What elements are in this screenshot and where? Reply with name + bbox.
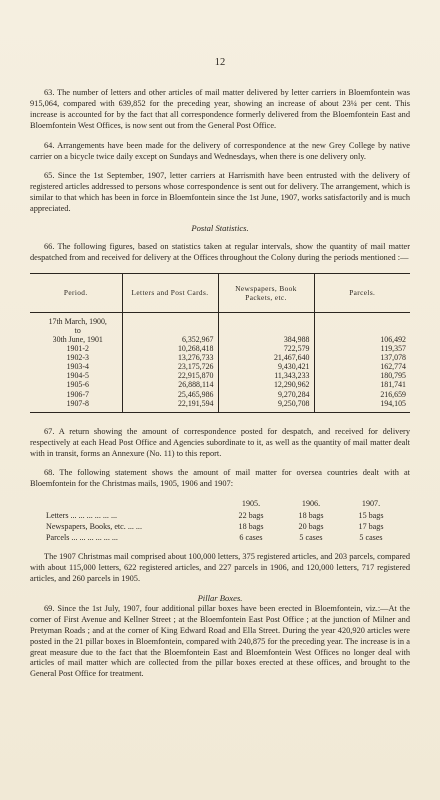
paragraph-69: 69. Since the 1st July, 1907, four additional pillar boxes have been erected in Bloemfontein, viz.:—At the corner of First Avenue and Kellner Street ; at the Bloemfontein East Post Office ; at the junction of Milner and Pretyman Roads ; and at the corner of King Edward Road and Ella Street. During the year 420,920 articles were posted in the 21 pillar boxes in Bloemfontein, compared with 240,875 for the preceding year. The increase is in a great measure due to the fact that the Bloemfontein East and Bloemfontein West Offices no longer deal with articles of mail matter which are collected from the pillar boxes erected at these offices, and brought to the General Post Office for treatment. — [30, 603, 410, 679]
paragraph-65: 65. Since the 1st September, 1907, letter carriers at Harrismith have been entrusted with the delivery of registered articles addressed to persons whose correspondence is sent out for delivery. The arrangement, which is similar to that which has been in force in Bloemfontein since the 1st June, 1907, works satisfactorily and is much appreciated. — [30, 171, 410, 214]
year-header: 1907. — [361, 499, 381, 509]
period-cell: 1907-8 — [66, 398, 89, 408]
christmas-header-row — [46, 498, 401, 510]
table-row — [30, 380, 410, 389]
letters-cell: 10,268,418 — [122, 344, 218, 353]
period-cell: 17th March, 1900, — [48, 316, 107, 326]
paragraph-67: 67. A return showing the amount of correspondence posted for despatch, and received for delivery respectively at each Head Post Office and Agencies subordinate to it, as well as the quantity of mail matter dealt with in transit, forms an Annexure (No. 11) to this report. — [30, 426, 410, 458]
letters-cell: 22,915,870 — [122, 371, 218, 380]
period-cell: 1903-4 — [66, 362, 89, 372]
header-letters: Letters and Post Cards. — [122, 273, 218, 312]
paragraph-63: 63. The number of letters and other articles of mail matter delivered by letter carriers in Bloemfontein was 915,064, compared with 639,852 for the preceding year, showing an increase of about 23¼ per cent. This increase is accounted for by the fact that all correspondence formerly delivered from the Bloemfontein East and Bloemfontein West Offices, is now sent out from the General Post Office. — [30, 88, 410, 130]
period-cell: to — [74, 325, 81, 335]
christmas-value: 15 bags — [358, 511, 384, 521]
paragraph-68: 68. The following statement shows the amount of mail matter for oversea countries dealt with at Bloemfontein for the Christmas mails, 1905, 1906 and 1907: — [30, 468, 410, 489]
christmas-value: 20 bags — [298, 522, 324, 532]
letters-cell: 13,276,733 — [122, 353, 218, 362]
christmas-row-label: Newspapers, Books, etc. ... ... — [46, 522, 142, 532]
christmas-value: 5 cases — [359, 533, 383, 543]
christmas-mail-table — [46, 498, 401, 543]
parcels-cell: 119,357 — [314, 344, 410, 353]
christmas-row-label: Parcels ... ... ... ... ... ... — [46, 533, 118, 543]
newspapers-cell: 384,988 — [218, 335, 314, 344]
table-row — [30, 362, 410, 371]
newspapers-cell: 21,467,640 — [218, 353, 314, 362]
newspapers-cell: 12,290,962 — [218, 380, 314, 389]
christmas-value: 17 bags — [358, 522, 384, 532]
christmas-row — [46, 532, 401, 543]
christmas-value: 22 bags — [238, 511, 264, 521]
parcels-cell: 180,795 — [314, 371, 410, 380]
christmas-row — [46, 510, 401, 521]
newspapers-cell: 9,430,421 — [218, 362, 314, 371]
christmas-row-label: Letters ... ... ... ... ... ... — [46, 511, 118, 521]
christmas-value: 5 cases — [299, 533, 323, 543]
table-header-row — [30, 273, 410, 312]
newspapers-cell: 9,250,708 — [218, 399, 314, 413]
page-number: 12 — [214, 57, 226, 68]
parcels-cell: 194,105 — [314, 399, 410, 413]
paragraph-christmas-1907: The 1907 Christmas mail comprised about 100,000 letters, 375 registered articles, and 203 parcels, compared with about 115,000 letters, 622 registered articles, and 227 parcels in 1906, and 120,000 letters, 717 registered articles, and 260 parcels in 1905. — [30, 552, 410, 584]
newspapers-cell: 722,579 — [218, 344, 314, 353]
header-parcels: Parcels. — [314, 273, 410, 312]
parcels-cell: 162,774 — [314, 362, 410, 371]
letters-cell: 23,175,726 — [122, 362, 218, 371]
period-cell: 30th June, 1901 — [52, 334, 103, 344]
table-row — [30, 312, 410, 326]
newspapers-cell: 9,270,284 — [218, 390, 314, 399]
newspapers-cell: 11,343,233 — [218, 371, 314, 380]
table-row — [30, 399, 410, 413]
period-cell: 1904-5 — [66, 371, 89, 381]
period-cell: 1906-7 — [66, 389, 89, 399]
table-row — [30, 390, 410, 399]
parcels-cell: 181,741 — [314, 380, 410, 389]
parcels-cell: 137,078 — [314, 353, 410, 362]
letters-cell: 26,888,114 — [122, 380, 218, 389]
parcels-cell: 106,492 — [314, 335, 410, 344]
paragraph-64: 64. Arrangements have been made for the delivery of correspondence at the new Grey College by native carrier on a bicycle twice daily except on Sundays and Wednesdays, when there is one delivery only. — [30, 140, 410, 161]
letters-cell: 6,352,967 — [122, 335, 218, 344]
header-period: Period. — [30, 273, 122, 312]
postal-statistics-table — [30, 273, 410, 413]
year-header: 1905. — [241, 499, 261, 509]
paragraph-66: 66. The following figures, based on statistics taken at regular intervals, show the quantity of mail matter despatched from and received for delivery at the Offices throughout the Colony during the periods mentioned :— — [30, 241, 410, 262]
year-header: 1906. — [301, 499, 321, 509]
period-cell: 1901-2 — [66, 344, 89, 354]
table-row — [30, 326, 410, 335]
table-row — [30, 371, 410, 380]
table-row — [30, 335, 410, 344]
christmas-value: 18 bags — [238, 522, 264, 532]
table-row — [30, 353, 410, 362]
parcels-cell: 216,659 — [314, 390, 410, 399]
header-newspapers: Newspapers, Book Packets, etc. — [218, 273, 314, 312]
christmas-value: 18 bags — [298, 511, 324, 521]
christmas-value: 6 cases — [239, 533, 263, 543]
letters-cell: 25,465,986 — [122, 390, 218, 399]
heading-postal-statistics: Postal Statistics. — [191, 223, 249, 234]
christmas-row — [46, 521, 401, 532]
period-cell: 1905-6 — [66, 380, 89, 390]
table-row — [30, 344, 410, 353]
letters-cell: 22,191,594 — [122, 399, 218, 413]
heading-pillar-boxes: Pillar Boxes. — [197, 592, 243, 603]
period-cell: 1902-3 — [66, 353, 89, 363]
